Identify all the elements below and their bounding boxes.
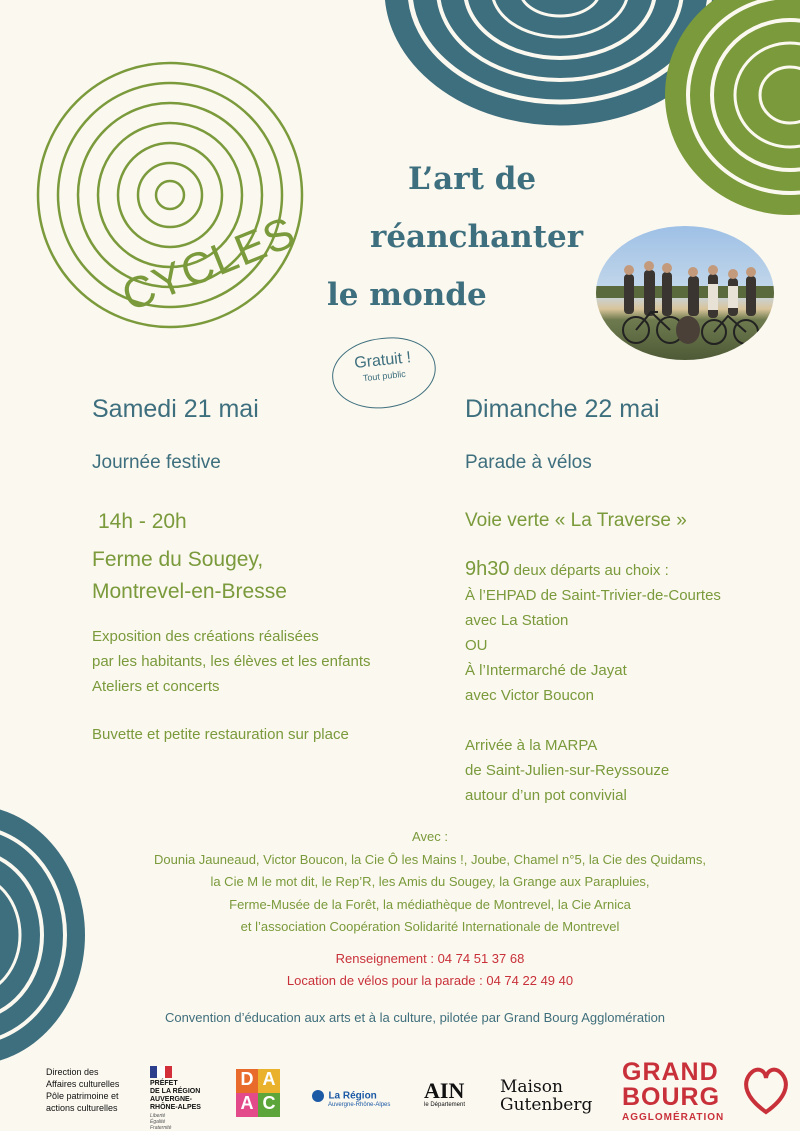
prefet-line: PRÉFET xyxy=(150,1080,178,1087)
green-ring-blob xyxy=(665,0,800,215)
saturday-date: Samedi 21 mai xyxy=(92,395,259,423)
partners-block xyxy=(60,826,800,939)
sunday-line: À l’Intermarché de Jayat xyxy=(465,662,627,679)
sunday-time: 9h30 xyxy=(465,558,510,580)
region-sub: Auvergne-Rhône-Alpes xyxy=(328,1102,391,1108)
drac-credit xyxy=(46,1066,119,1114)
saturday-description xyxy=(92,624,371,699)
sunday-line: avec La Station xyxy=(465,612,569,629)
sunday-line: avec Victor Boucon xyxy=(465,687,594,704)
tagline-line-3: le monde xyxy=(327,277,487,313)
maison-gutenberg-logo xyxy=(500,1078,592,1114)
free-badge xyxy=(329,333,440,413)
daac-letter: A xyxy=(236,1093,258,1117)
contact-bikes: Location de vélos pour la parade : 04 74 22 49 40 xyxy=(286,973,574,988)
saturday-desc-line: Exposition des créations réalisées xyxy=(92,628,319,645)
grand-bourg-line-1: GRAND xyxy=(622,1058,719,1086)
saturday-desc-line: par les habitants, les élèves et les enfants xyxy=(92,653,371,670)
maison-line-1: Maison xyxy=(500,1077,563,1097)
sunday-route: Voie verte « La Traverse » xyxy=(465,510,687,531)
sunday-arrival-line: autour d’un pot convivial xyxy=(465,787,627,804)
sunday-arrival-line: Arrivée à la MARPA xyxy=(465,737,598,754)
free-label: Gratuit ! xyxy=(353,349,412,372)
saturday-desc-line: Ateliers et concerts xyxy=(92,678,220,695)
cycles-logo-text: CYCLES xyxy=(115,207,303,322)
group-photo xyxy=(596,226,774,360)
sunday-date: Dimanche 22 mai xyxy=(465,395,660,423)
sunday-arrival xyxy=(465,733,669,808)
convention-note: Convention d’éducation aux arts et à la culture, pilotée par Grand Bourg Agglomération xyxy=(164,1010,666,1025)
saturday-extra: Buvette et petite restauration sur place xyxy=(92,726,349,743)
drac-line: Direction des xyxy=(46,1067,99,1077)
contact-info: Renseignement : 04 74 51 37 68 xyxy=(335,951,525,966)
ain-name: AIN xyxy=(424,1078,465,1103)
daac-letter: A xyxy=(258,1069,280,1093)
drac-line: actions culturelles xyxy=(46,1103,118,1113)
grand-bourg-line-2: BOURG xyxy=(622,1083,721,1111)
free-sublabel: Tout public xyxy=(362,368,407,384)
maison-line-2: Gutenberg xyxy=(500,1095,593,1115)
tagline-line-1: L’art de xyxy=(408,161,537,197)
grand-bourg-heart-icon xyxy=(740,1060,792,1116)
sunday-event: Parade à vélos xyxy=(465,452,592,473)
partners-line: Dounia Jauneaud, Victor Boucon, la Cie Ô les Mains !, Joube, Chamel n°5, la Cie des Quidams, xyxy=(154,851,706,867)
prefet-line: RHÔNE-ALPES xyxy=(150,1104,201,1111)
region-logo xyxy=(312,1087,390,1108)
partners-line: la Cie M le mot dit, le Rep’R, les Amis du Sougey, la Grange aux Parapluies, xyxy=(210,874,650,889)
daac-letter: D xyxy=(236,1069,258,1093)
drac-line: Pôle patrimoine et xyxy=(46,1091,119,1101)
prefet-motto-line: Égalité xyxy=(150,1119,166,1125)
ain-sub: le Département xyxy=(424,1102,466,1108)
prefet-line: AUVERGNE- xyxy=(150,1096,193,1103)
partners-line: Ferme-Musée de la Forêt, la médiathèque de Montrevel, la Cie Arnica xyxy=(229,896,631,912)
partners-line: et l’association Coopération Solidarité Internationale de Montrevel xyxy=(240,919,620,934)
group-with-bikes-image xyxy=(596,226,774,360)
drac-line: Affaires culturelles xyxy=(46,1079,120,1089)
saturday-place-line-1: Ferme du Sougey, xyxy=(92,548,264,571)
sunday-schedule xyxy=(465,557,721,708)
prefet-motto-line: Liberté xyxy=(150,1113,166,1119)
sunday-arrival-line: de Saint-Julien-sur-Reyssouze xyxy=(465,762,670,779)
prefet-logo xyxy=(150,1066,230,1131)
daac-letter: C xyxy=(258,1093,280,1117)
prefet-motto-line: Fraternité xyxy=(150,1125,172,1131)
ain-logo xyxy=(424,1080,465,1108)
tagline-line-2: réanchanter xyxy=(370,219,584,255)
grand-bourg-logo xyxy=(622,1060,798,1123)
contact-block xyxy=(60,948,800,992)
prefet-line: DE LA RÉGION xyxy=(150,1088,201,1095)
teal-ring-blob xyxy=(385,0,735,125)
saturday-place-line-2: Montrevel-en-Bresse xyxy=(92,580,287,603)
sunday-time-row xyxy=(465,557,721,583)
grand-bourg-line-3: AGGLOMÉRATION xyxy=(622,1112,725,1123)
region-name: La Région xyxy=(328,1090,377,1102)
saturday-time: 14h - 20h xyxy=(98,510,187,533)
french-flag-icon xyxy=(150,1066,172,1078)
region-icon xyxy=(312,1090,324,1102)
sunday-line: OU xyxy=(465,637,488,654)
sunday-time-note: deux départs au choix : xyxy=(509,562,669,579)
saturday-place xyxy=(92,544,287,608)
saturday-event: Journée festive xyxy=(92,452,221,473)
tagline xyxy=(300,150,620,324)
partners-heading: Avec : xyxy=(412,829,448,844)
sunday-line: À l’EHPAD de Saint-Trivier-de-Courtes xyxy=(465,587,721,604)
daac-logo xyxy=(236,1069,280,1117)
